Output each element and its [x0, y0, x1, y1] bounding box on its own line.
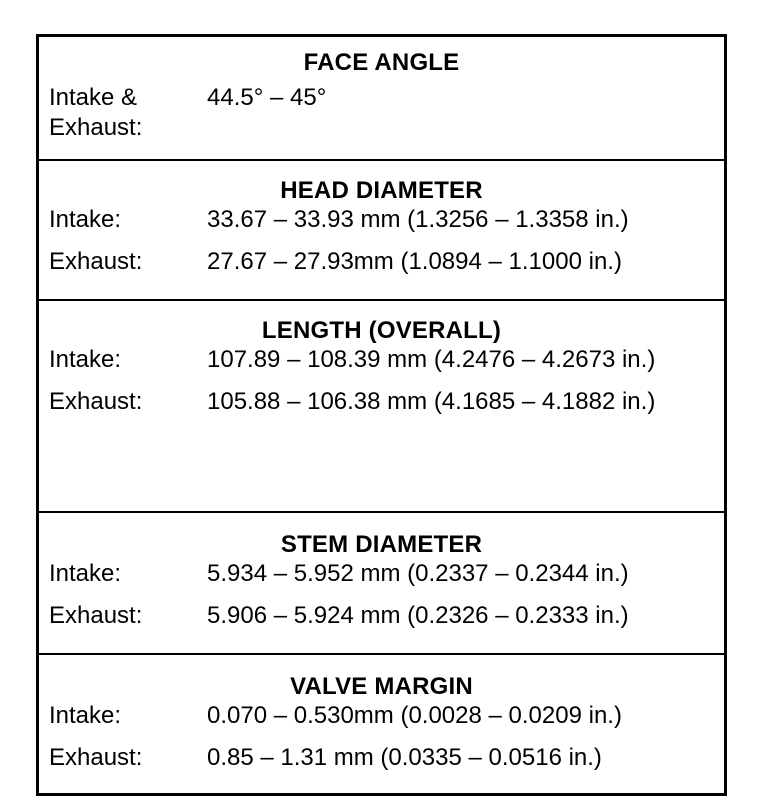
spec-label: Intake:	[49, 702, 122, 729]
spec-value: 27.67 – 27.93mm (1.0894 – 1.1000 in.)	[207, 248, 622, 275]
spec-value: 107.89 – 108.39 mm (4.2476 – 4.2673 in.)	[207, 346, 656, 373]
spec-value: 5.934 – 5.952 mm (0.2337 – 0.2344 in.)	[207, 560, 629, 587]
spec-value: 0.070 – 0.530mm (0.0028 – 0.0209 in.)	[207, 702, 622, 729]
spec-row	[39, 205, 724, 235]
spec-row	[39, 559, 724, 589]
section-title: FACE ANGLE	[303, 49, 460, 76]
section-stem-diameter	[39, 513, 724, 655]
section-title: VALVE MARGIN	[290, 673, 473, 700]
spec-label: Intake:	[49, 560, 122, 587]
spec-label: Exhaust:	[49, 744, 143, 771]
spec-row	[39, 701, 724, 731]
section-length-overall	[39, 301, 724, 513]
section-face-angle	[39, 37, 724, 161]
spec-row	[39, 387, 724, 417]
spec-value: 0.85 – 1.31 mm (0.0335 – 0.0516 in.)	[207, 744, 602, 771]
section-title: STEM DIAMETER	[280, 531, 483, 558]
valve-spec-table	[36, 34, 727, 796]
section-title: LENGTH (OVERALL)	[261, 317, 502, 344]
spec-label: Intake:	[49, 346, 122, 373]
spec-label: Intake & Exhaust:	[49, 84, 143, 141]
spec-label: Intake:	[49, 206, 122, 233]
spec-row	[39, 247, 724, 277]
spec-value: 33.67 – 33.93 mm (1.3256 – 1.3358 in.)	[207, 206, 629, 233]
spec-row	[39, 83, 724, 143]
section-head-diameter	[39, 161, 724, 301]
spec-label: Exhaust:	[49, 388, 143, 415]
section-title: HEAD DIAMETER	[280, 177, 483, 204]
spec-label: Exhaust:	[49, 602, 143, 629]
spec-value: 5.906 – 5.924 mm (0.2326 – 0.2333 in.)	[207, 602, 629, 629]
spec-label: Exhaust:	[49, 248, 143, 275]
spec-row	[39, 345, 724, 375]
spec-value: 105.88 – 106.38 mm (4.1685 – 4.1882 in.)	[207, 388, 656, 415]
section-valve-margin	[39, 655, 724, 793]
spec-row	[39, 601, 724, 631]
spec-row	[39, 743, 724, 773]
spec-value: 44.5° – 45°	[207, 84, 327, 111]
